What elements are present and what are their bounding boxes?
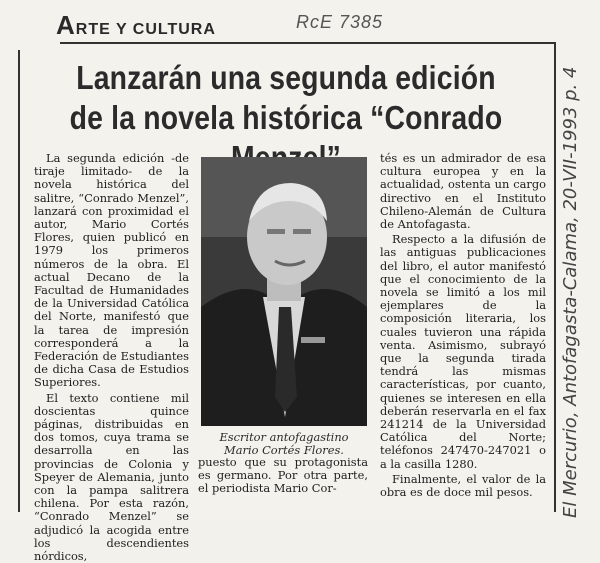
section-initial: A: [56, 10, 76, 40]
article-column-2: [198, 456, 368, 496]
archive-stamp: RcE 7385: [296, 12, 384, 32]
handwritten-source-note: El Mercurio, Antofagasta-Calama, 20-VII-1993 p. 4: [560, 66, 581, 518]
article-column-3: [380, 152, 546, 499]
column3-paragraph-2: Respecto a la difusión de las antiguas publicaciones del libro, el autor manifestó que el conocimiento de la novela se limitó a los mil ejemplares de la composición literaria, los cuales tuvieron una rápida venta. Asimismo, subrayó que la segunda tirada tendrá las mismas características, por cuanto, quienes se interesen en ella deberán reservarla en el fax 241214 de la Universidad Católica del Norte; teléfonos 247470-247021 o a la casilla 1280.: [380, 232, 546, 471]
column1-paragraph-1: La segunda edición -de tiraje limitado- de la novela histórica del salitre, “Conrado Menzel”, lanzará con proximidad el autor, Mario Cortés Flores, quien publicó en 1979 los primeros números de la obra. El actual Decano de la Facultad de Humanidades de la Universidad Católica del Norte, manifestó que la tarea de impresión corresponderá a la Federación de Estudiantes de dicha Casa de Estudios Superiores.: [34, 151, 189, 390]
author-photo: [201, 157, 367, 426]
article-headline: Lanzarán una segunda edición de la novela histórica “Conrado: [69, 59, 503, 136]
section-header: [56, 10, 216, 41]
column3-paragraph-3: Finalmente, el valor de la obra es de doce mil pesos.: [380, 471, 546, 500]
article-column-1: [34, 152, 189, 563]
column1-paragraph-2: El texto contiene mil doscientas quince páginas, distribuidas en dos tomos, cuya trama se desarrolla en las provincias de Colonia y Speyer de Alemania, junto con la pampa salitrera chilena. Por esta razón, “Conrado Menzel” se adjudicó la acogida entre los descendientes nórdicos,: [34, 390, 189, 563]
column2-paragraph: puesto que su protagonista es germano. Por otra parte, el periodista Mario Cor-: [198, 455, 368, 496]
portrait-image: [201, 157, 367, 426]
column3-paragraph-1: tés es un admirador de esa cultura europea y en la actualidad, ostenta un cargo directivo en el Instituto Chileno-Alemán de Cultura de Antofagasta.: [380, 151, 546, 232]
left-rule: [18, 50, 20, 512]
photo-caption: Escritor antofagastino Mario Cortés Flores.: [219, 430, 349, 457]
right-rule: [554, 42, 556, 512]
section-name: RTE Y CULTURA: [75, 21, 216, 38]
top-rule: [60, 42, 554, 44]
